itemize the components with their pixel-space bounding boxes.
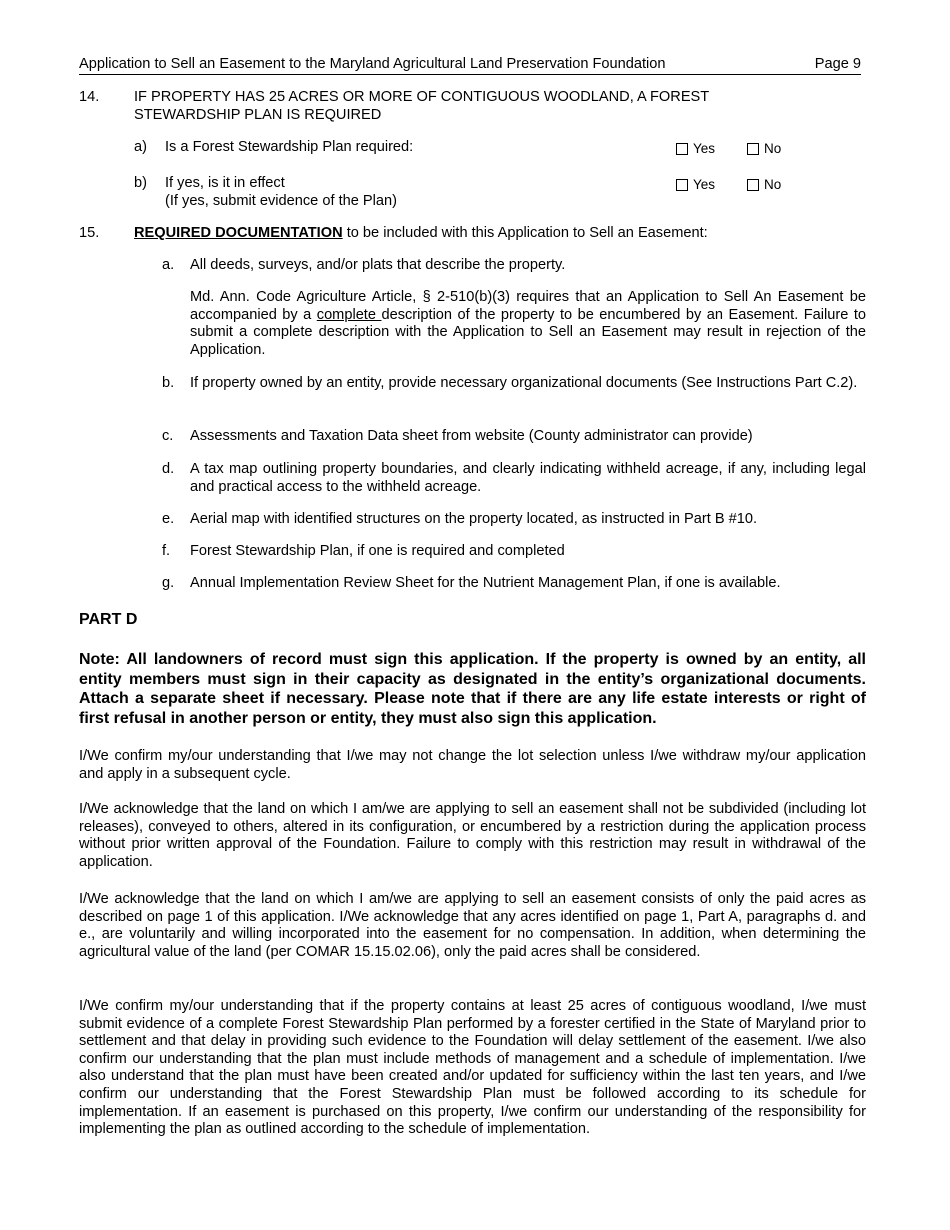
q14b-yes-option[interactable] — [676, 176, 715, 194]
header-title: Application to Sell an Easement to the Maryland Agricultural Land Preservation Foundation — [79, 56, 666, 72]
page-number: Page 9 — [814, 56, 861, 72]
q15c-text: Assessments and Taxation Data sheet from website (County administrator can provide) — [190, 428, 753, 444]
partd-paragraph-4: I/We confirm my/our understanding that if the property contains at least 25 acres of contiguous woodland, I/we must submit evidence of a complete Forest Stewardship Plan performed by a forester certified in the State of Maryland prior to settlement and that delay in providing such evidence to the Foundation will delay settlement of the easement. I/we also confirm our understanding that the plan must include methods of management and a schedule of implementation. I/we also understand that the plan must have been created and/or updated for sufficiency within the last ten years, and I/we confirm our understanding that the Forest Stewardship Plan must be followed according to its schedule for implementation. If an easement is purchased on this property, I/we confirm our understanding of the responsibility for implementing the plan as outlined according to the schedule of implementation. — [79, 998, 866, 1138]
q14-number: 14. — [79, 89, 100, 105]
q14-heading-line1: IF PROPERTY HAS 25 ACRES OR MORE OF CONTIGUOUS WOODLAND, A FOREST — [134, 89, 710, 105]
q15e-text: Aerial map with identified structures on the property located, as instructed in Part B #10. — [190, 511, 758, 527]
q15a-paragraph — [190, 289, 866, 359]
q15a-paragraph-underlined: complete — [316, 306, 382, 323]
q15a-paragraph-part1: Md. Ann. Code Agriculture Article, § 2-510(b)(3) requires that an Application to Sell An Easement be accompanied by a — [190, 289, 866, 323]
q14a-no-label: No — [764, 141, 782, 156]
q14b-no-checkbox[interactable] — [747, 179, 759, 191]
q14a-no-option[interactable] — [747, 140, 781, 158]
q15a-paragraph-part2: description of the property to be encumbered by an Easement. Failure to submit a complete description with the Application to Sell an Easement may result in rejection of the Application. — [190, 306, 866, 358]
partd-title: PART D — [79, 611, 138, 628]
q15b-text: If property owned by an entity, provide necessary organizational documents (See Instructions Part C.2). — [190, 375, 858, 391]
q15-heading-bold: REQUIRED DOCUMENTATION — [134, 225, 343, 241]
q15d-text: A tax map outlining property boundaries, and clearly indicating withheld acreage, if any, including legal and practical access to the withheld acreage. — [190, 461, 866, 495]
q14b-no-label: No — [764, 177, 782, 192]
q14b-subtext: (If yes, submit evidence of the Plan) — [165, 192, 397, 209]
partd-note: Note: All landowners of record must sign this application. If the property is owned by an entity, all entity members must sign in their capacity as designated in the entity’s organizational documents. Attach a separate sheet if necessary. Please note that if there are any life estate interests or right of first refusal in another person or entity, they must also sign this application. — [79, 651, 866, 727]
partd-paragraph-2: I/We acknowledge that the land on which I am/we are applying to sell an easement shall not be subdivided (including lot releases), conveyed to others, altered in its configuration, or encumbered by a restriction during the application process without prior written approval of the Foundation. Failure to comply with this restriction may result in withdrawal of the application. — [79, 801, 866, 870]
q15b-letter: b. — [162, 375, 175, 391]
q14a-letter: a) — [134, 139, 147, 155]
q15a-letter: a. — [162, 257, 175, 273]
q14-heading — [134, 89, 834, 124]
q15d-letter: d. — [162, 461, 175, 477]
q14b-yes-label: Yes — [693, 177, 716, 192]
q15-heading-rest: to be included with this Application to Sell an Easement: — [342, 225, 708, 241]
q15g-letter: g. — [162, 575, 175, 591]
q14a-yes-label: Yes — [693, 141, 716, 156]
q15f-letter: f. — [162, 543, 171, 559]
q14b-text: If yes, is it in effect — [165, 175, 285, 191]
q14a-text: Is a Forest Stewardship Plan required: — [165, 139, 414, 155]
q15f-text: Forest Stewardship Plan, if one is required and completed — [190, 543, 565, 559]
q15-number: 15. — [79, 225, 100, 241]
partd-paragraph-3: I/We acknowledge that the land on which I am/we are applying to sell an easement consists of only the paid acres as described on page 1 of this application. I/We acknowledge that any acres identified on page 1, Part A, paragraphs d. and e., are voluntarily and willing incorporated into the easement for no compensation. In addition, when determining the agricultural value of the land (per COMAR 15.15.02.06), only the paid acres shall be considered. — [79, 891, 866, 960]
q14b-no-option[interactable] — [747, 176, 781, 194]
page-header — [79, 56, 861, 75]
q15e-letter: e. — [162, 511, 175, 527]
q14a-yes-option[interactable] — [676, 140, 715, 158]
q15a-text: All deeds, surveys, and/or plats that describe the property. — [190, 257, 566, 273]
q14a-yes-checkbox[interactable] — [676, 143, 688, 155]
q14b-yes-checkbox[interactable] — [676, 179, 688, 191]
partd-paragraph-1: I/We confirm my/our understanding that I/we may not change the lot selection unless I/we withdraw my/our application and apply in a subsequent cycle. — [79, 748, 866, 782]
q14a-no-checkbox[interactable] — [747, 143, 759, 155]
q14b-letter: b) — [134, 175, 147, 191]
q15g-text: Annual Implementation Review Sheet for the Nutrient Management Plan, if one is available. — [190, 575, 781, 591]
q14-heading-line2: STEWARDSHIP PLAN IS REQUIRED — [134, 106, 382, 123]
q14b-text-block — [165, 175, 397, 210]
q15-heading — [134, 225, 874, 243]
q15c-letter: c. — [162, 428, 174, 444]
